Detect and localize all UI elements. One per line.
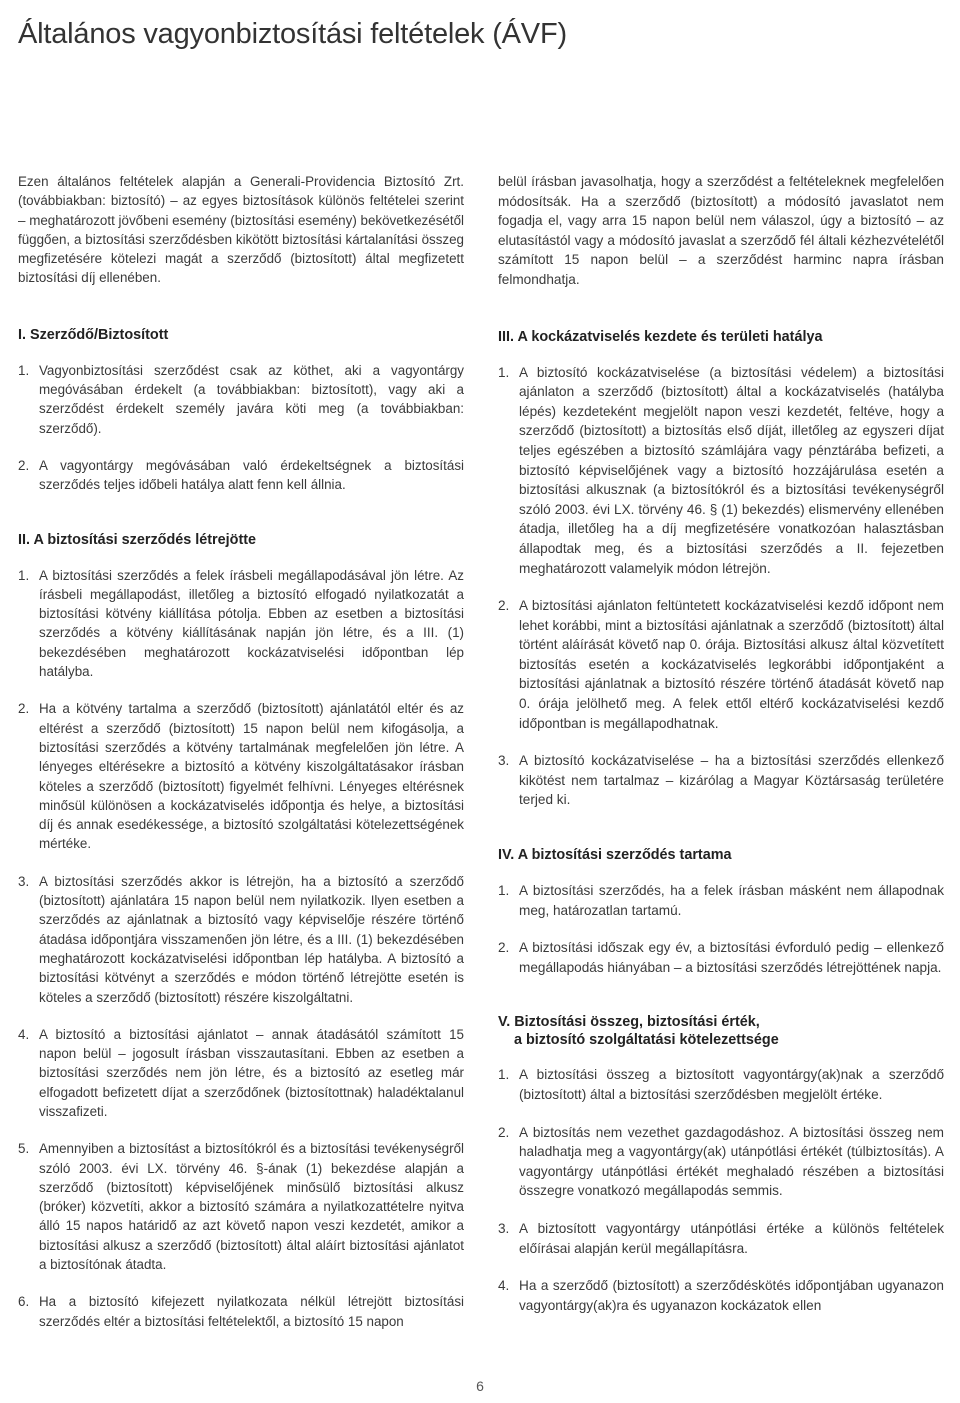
item-number: 1. bbox=[18, 362, 30, 378]
item-number: 1. bbox=[498, 364, 510, 380]
item-number: 5. bbox=[18, 1141, 30, 1157]
item-number: 2. bbox=[498, 1124, 510, 1140]
item-number: 1. bbox=[18, 567, 30, 583]
item-number: 1. bbox=[498, 883, 510, 899]
section-heading: II. A biztosítási szerződés létrejötte bbox=[18, 531, 257, 548]
section-heading: IV. A biztosítási szerződés tartama bbox=[498, 847, 732, 864]
list-item bbox=[498, 596, 944, 733]
section-list bbox=[498, 363, 944, 810]
item-number: 2. bbox=[498, 940, 510, 956]
list-item bbox=[498, 1123, 944, 1201]
item-text: A biztosítási szerződés, ha a felek írásban másként nem állapodnak meg, határozatlan tartamú. bbox=[519, 883, 944, 918]
item-number: 3. bbox=[498, 753, 510, 769]
section-list bbox=[498, 881, 944, 977]
right-column bbox=[498, 172, 944, 1333]
page-number: 6 bbox=[476, 1378, 484, 1394]
list-item bbox=[18, 699, 464, 853]
item-text: A biztosító kockázatviselése – ha a biztosítási szerződés ellenkező kikötést nem tartalmaz – kizárólag a Magyar Köztársaság területére terjed ki. bbox=[519, 753, 944, 808]
item-number: 6. bbox=[18, 1294, 30, 1310]
section-heading: III. A kockázatviselés kezdete és területi hatálya bbox=[498, 328, 823, 345]
list-item bbox=[498, 751, 944, 810]
section-heading bbox=[498, 1013, 944, 1049]
list-item bbox=[498, 363, 944, 579]
item-text: A biztosítási szerződés akkor is létrejön, ha a biztosító a szerződő (biztosított) ajánlatára 15 napon belül nem nyilatkozik. Ilyen esetben a szerződés az ajánlatnak a biztosító vagy képviselője részére történő átadása időpontjára visszamenően jön létre, és a III. (1) bekezdésében meghatározott kockázatviselési időpontban lép hatályba. A biztosító a biztosítási kötvényt a szerződés e módon történő létrejötte esetén is köteles a szerződő (biztosított) részére kiszolgáltatni. bbox=[39, 873, 464, 1005]
item-text: A biztosítási időszak egy év, a biztosítási évforduló pedig – ellenkező megállapodás hiányában – a biztosítási szerződés létrejöttének napja. bbox=[519, 940, 944, 975]
item-number: 4. bbox=[18, 1026, 30, 1042]
item-text: Ha a szerződő (biztosított) a szerződéskötés időpontjában ugyanazon vagyontárgy(ak)ra és ugyanazon kockázatok ellen bbox=[519, 1278, 944, 1313]
item-number: 1. bbox=[498, 1067, 510, 1083]
list-item bbox=[18, 1139, 464, 1274]
section-list bbox=[498, 1065, 944, 1315]
item-text: A biztosító kockázatviselése (a biztosítási védelem) a biztosítási ajánlaton a szerződő (biztosított) által a kockázatviselés (hatályba lépés) kezdeteként megjelölt napon veszi kezdetét, feltéve, hogy a szerződő (biztosított) a biztosítás első díját, illetőleg az egyszeri díjat teljes egészében a biztosító számlájára vagy pénztárába befizeti, a biztosító képviselőjének vagy a biztosító hozzájárulása esetén a biztosítási alkusznak (a biztosítókról és a biztosítási tevékenységről szóló 2003. évi LX. törvény 46. § (1) bekezdés) elismervény ellenében átadja, illetőleg ha a díj megfizetésére vonatkozóan halasztásban állapodtak meg, és a biztosítási szerződés a II. fejezetben meghatározott valamelyik módon létrejön. bbox=[519, 364, 944, 576]
item-text: A biztosítási összeg a biztosított vagyontárgy(ak)nak a szerződő (biztosított) által a biztosítási szerződésben megjelölt értéke. bbox=[519, 1067, 944, 1102]
list-item bbox=[18, 361, 464, 438]
list-item bbox=[18, 1292, 464, 1331]
list-item bbox=[18, 872, 464, 1007]
item-number: 2. bbox=[498, 598, 510, 614]
section-heading-line: V. Biztosítási összeg, biztosítási érték, bbox=[498, 1014, 760, 1031]
section-heading-line: a biztosító szolgáltatási kötelezettsége bbox=[514, 1032, 779, 1049]
list-item bbox=[18, 1025, 464, 1121]
list-item bbox=[18, 456, 464, 495]
list-item bbox=[498, 1065, 944, 1104]
item-text: A biztosító a biztosítási ajánlatot – annak átadásától számított 15 napon belül – jogosult írásban visszautasítani. Ebben az esetben a biztosítási szerződés nem jön létre, és a biztosító az esetleg már elfogadott befizetett díjat a szerződőnek (biztosítottnak) haladéktalanul visszafizeti. bbox=[39, 1026, 464, 1119]
section-heading: I. Szerződő/Biztosított bbox=[18, 326, 169, 343]
item-text: A biztosítási szerződés a felek írásbeli megállapodásával jön létre. Az írásbeli megállapodást, illetőleg a biztosító elfogadó nyilatkozatát a biztosítási kötvény kiállítása pótolja. Ebben az esetben a biztosítási szerződés a kötvény kiállításának napján jön létre, és a III. (1) bekezdésében meghatározott kockázatviselési időpontban lép hatályba. bbox=[39, 567, 464, 680]
item-text: Ha a biztosító kifejezett nyilatkozata nélkül létrejött biztosítási szerződés eltér a biztosítási feltételektől, a biztosító 15 napon bbox=[39, 1294, 464, 1329]
list-item bbox=[18, 566, 464, 682]
section-list bbox=[18, 566, 464, 1331]
left-column bbox=[18, 172, 464, 1349]
item-number: 2. bbox=[18, 457, 30, 473]
item-number: 4. bbox=[498, 1278, 510, 1294]
section-list bbox=[18, 361, 464, 495]
page-title: Általános vagyonbiztosítási feltételek (ÁVF) bbox=[18, 18, 567, 50]
item-text: A vagyontárgy megóvásában való érdekeltségnek a biztosítási szerződés teljes időbeli hatálya alatt fenn kell állnia. bbox=[39, 457, 464, 493]
intro-paragraph: Ezen általános feltételek alapján a Generali-Providencia Biztosító Zrt. (továbbiakban: biztosító) – az egyes biztosítások különös feltételei szerint – meghatározott jövőbeni esemény (biztosítási esemény) bekövetkezésétől függően, a biztosítási szerződésben kikötött biztosítási kártalanítási összeg megfizetésére kötelezi magát a szerződő (biztosított) által megfizetett biztosítási díj ellenében. bbox=[18, 174, 464, 286]
list-item bbox=[498, 1219, 944, 1258]
item-text: A biztosított vagyontárgy utánpótlási értéke a különös feltételek előírásai alapján kerül megállapításra. bbox=[519, 1220, 944, 1256]
item-text: A biztosítási ajánlaton feltüntetett kockázatviselési kezdő időpont nem lehet korábbi, mint a biztosítási ajánlatnak a szerződő (biztosított) által történt aláírását követő nap 0. órája. Biztosítási alkusz által közvetített biztosítás esetén a kockázatviselés legkorábbi időpontjaként a biztosítási ajánlatnak a biztosító részére történő átadását követő nap 0. órája jelölhető meg. A felek ettől eltérő kockázatviselési kezdő időpontban is megállapodhatnak. bbox=[519, 598, 944, 731]
item-text: Vagyonbiztosítási szerződést csak az köthet, aki a vagyontárgy megóvásában érdekelt (a továbbiakban: biztosított), vagy aki a szerződést érdekelt személy javára köti meg (a továbbiakban: szerződő). bbox=[39, 362, 464, 436]
list-item bbox=[498, 881, 944, 920]
item-text: Amennyiben a biztosítást a biztosítókról és a biztosítási tevékenységről szóló 2003. évi LX. törvény 46. §-ának (1) bekezdése alapján a szerződő (biztosított) képviselőjének minősülő biztosítási alkusz (bróker) közvetíti, akkor a biztosító számára a nyilatkozattételre nyitva álló 15 napos határidő az azt követő napon veszi kezdetét, amikor a biztosítási alkusz a szerződő (biztosított) által aláírt biztosítási ajánlatot a biztosítónak átadta. bbox=[39, 1141, 464, 1273]
item-number: 2. bbox=[18, 701, 30, 717]
list-item bbox=[498, 938, 944, 977]
continued-paragraph: belül írásban javasolhatja, hogy a szerződést a feltételeknek megfelelően módosítsák. Ha a szerződő (biztosított) a módosító javaslatot nem fogadja el, vagy arra 15 napon belül nem válaszol, úgy a biztosító – az elutasítástól vagy a módosító javaslat a szerződő fél általi kézhezvételétől számított 15 napon belül – a szerződést harminc napra írásban felmondhatja. bbox=[498, 174, 944, 287]
item-text: Ha a kötvény tartalma a szerződő (biztosított) ajánlatától eltér és az eltérést a szerződő (biztosított) 15 napon belül nem kifogásolja, a biztosítási szerződés a kötvény tartalmának megfelelően jön létre. A lényeges eltérésekre a biztosító a kötvény kiszolgáltatásakor írásban köteles a szerződő (biztosított) figyelmét felhívni. Lényeges eltérésnek minősül különösen a kockázatviselés időpontja és helye, a biztosítási díj és annak esedékessége, a biztosító szolgáltatási kötelezettségének mértéke. bbox=[39, 701, 464, 852]
item-text: A biztosítás nem vezethet gazdagodáshoz. A biztosítási összeg nem haladhatja meg a vagyontárgy(ak) utánpótlási értékét (túlbiztosítás). A vagyontárgy utánpótlási értékét meghaladó részében a biztosítási összegre vonatkozó megállapodás semmis. bbox=[519, 1124, 944, 1199]
item-number: 3. bbox=[18, 873, 30, 889]
list-item bbox=[498, 1276, 944, 1315]
item-number: 3. bbox=[498, 1220, 510, 1236]
